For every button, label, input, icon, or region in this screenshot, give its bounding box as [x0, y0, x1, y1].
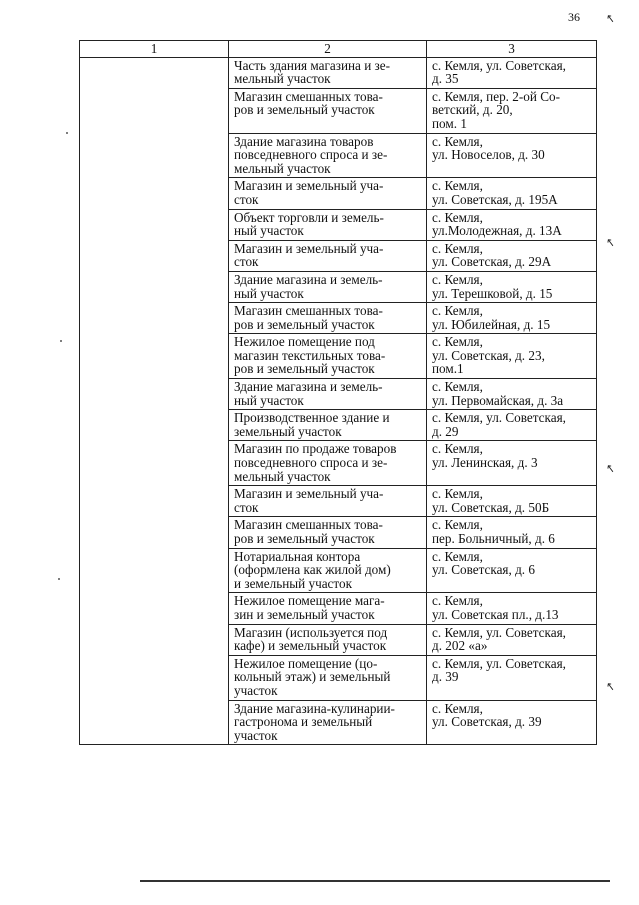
address-cell: с. Кемля, ул. Советская пл., д.13 — [427, 593, 597, 624]
table-row — [80, 271, 597, 302]
address-cell: с. Кемля, ул. Новоселов, д. 30 — [427, 133, 597, 178]
table-header-row — [80, 41, 597, 58]
object-name-cell: Магазин и земельный уча- сток — [229, 486, 427, 517]
row-number-cell — [80, 593, 229, 624]
address-cell: с. Кемля, ул. Советская, д. 35 — [427, 57, 597, 88]
scan-speck — [66, 132, 68, 134]
table-row — [80, 379, 597, 410]
property-table — [79, 40, 597, 745]
table-row — [80, 240, 597, 271]
column-header: 2 — [229, 41, 427, 58]
address-cell: с. Кемля, пер. Больничный, д. 6 — [427, 517, 597, 548]
row-number-cell — [80, 271, 229, 302]
table-row — [80, 178, 597, 209]
table-row — [80, 655, 597, 700]
table-row — [80, 88, 597, 133]
row-number-cell — [80, 240, 229, 271]
scan-edge-line — [140, 880, 610, 882]
address-cell: с. Кемля, ул. Советская, д. 23, пом.1 — [427, 334, 597, 379]
address-cell: с. Кемля, ул. Ленинская, д. 3 — [427, 441, 597, 486]
row-number-cell — [80, 334, 229, 379]
margin-mark: ↖ — [605, 11, 617, 26]
object-name-cell: Магазин смешанных това- ров и земельный участок — [229, 517, 427, 548]
object-name-cell: Магазин и земельный уча- сток — [229, 240, 427, 271]
object-name-cell: Часть здания магазина и зе- мельный участок — [229, 57, 427, 88]
object-name-cell: Объект торговли и земель- ный участок — [229, 209, 427, 240]
row-number-cell — [80, 209, 229, 240]
table-row — [80, 593, 597, 624]
margin-mark: ↖ — [605, 235, 617, 250]
table-row — [80, 517, 597, 548]
address-cell: с. Кемля, ул. Первомайская, д. 3а — [427, 379, 597, 410]
scan-speck — [60, 340, 62, 342]
object-name-cell: Нежилое помещение под магазин текстильных това- ров и земельный участок — [229, 334, 427, 379]
object-name-cell: Здание магазина и земель- ный участок — [229, 271, 427, 302]
margin-mark: ↖ — [605, 461, 617, 476]
row-number-cell — [80, 133, 229, 178]
address-cell: с. Кемля, ул. Советская, д. 50Б — [427, 486, 597, 517]
table-row — [80, 334, 597, 379]
column-header: 1 — [80, 41, 229, 58]
scan-speck — [58, 578, 60, 580]
row-number-cell — [80, 88, 229, 133]
object-name-cell: Магазин и земельный уча- сток — [229, 178, 427, 209]
address-cell: с. Кемля, ул. Советская, д. 39 — [427, 655, 597, 700]
address-cell: с. Кемля, ул. Советская, д. 29 — [427, 410, 597, 441]
address-cell: с. Кемля, пер. 2-ой Со- ветский, д. 20, пом. 1 — [427, 88, 597, 133]
row-number-cell — [80, 624, 229, 655]
row-number-cell — [80, 700, 229, 745]
table-row — [80, 133, 597, 178]
table-row — [80, 57, 597, 88]
row-number-cell — [80, 441, 229, 486]
row-number-cell — [80, 178, 229, 209]
table-row — [80, 486, 597, 517]
column-header: 3 — [427, 41, 597, 58]
table-body — [80, 57, 597, 745]
row-number-cell — [80, 517, 229, 548]
row-number-cell — [80, 410, 229, 441]
address-cell: с. Кемля, ул. Советская, д. 29А — [427, 240, 597, 271]
object-name-cell: Нежилое помещение (цо- кольный этаж) и земельный участок — [229, 655, 427, 700]
row-number-cell — [80, 548, 229, 593]
row-number-cell — [80, 57, 229, 88]
address-cell: с. Кемля, ул. Юбилейная, д. 15 — [427, 303, 597, 334]
row-number-cell — [80, 655, 229, 700]
table-row — [80, 303, 597, 334]
address-cell: с. Кемля, ул. Советская, д. 195А — [427, 178, 597, 209]
table-row — [80, 441, 597, 486]
address-cell: с. Кемля, ул. Советская, д. 6 — [427, 548, 597, 593]
object-name-cell: Магазин смешанных това- ров и земельный участок — [229, 88, 427, 133]
address-cell: с. Кемля, ул.Молодежная, д. 13А — [427, 209, 597, 240]
margin-mark: ↖ — [605, 679, 617, 694]
row-number-cell — [80, 303, 229, 334]
object-name-cell: Магазин (используется под кафе) и земельный участок — [229, 624, 427, 655]
object-name-cell: Магазин по продаже товаров повседневного спроса и зе- мельный участок — [229, 441, 427, 486]
table-row — [80, 410, 597, 441]
object-name-cell: Магазин смешанных това- ров и земельный участок — [229, 303, 427, 334]
object-name-cell: Здание магазина товаров повседневного спроса и зе- мельный участок — [229, 133, 427, 178]
object-name-cell: Здание магазина-кулинарии- гастронома и земельный участок — [229, 700, 427, 745]
row-number-cell — [80, 486, 229, 517]
address-cell: с. Кемля, ул. Советская, д. 39 — [427, 700, 597, 745]
row-number-cell — [80, 379, 229, 410]
table-row — [80, 548, 597, 593]
address-cell: с. Кемля, ул. Терешковой, д. 15 — [427, 271, 597, 302]
object-name-cell: Нотариальная контора (оформлена как жилой дом) и земельный участок — [229, 548, 427, 593]
object-name-cell: Нежилое помещение мага- зин и земельный участок — [229, 593, 427, 624]
page-number: 36 — [568, 10, 580, 24]
table-row — [80, 209, 597, 240]
object-name-cell: Здание магазина и земель- ный участок — [229, 379, 427, 410]
table-row — [80, 624, 597, 655]
object-name-cell: Производственное здание и земельный участок — [229, 410, 427, 441]
table-row — [80, 700, 597, 745]
address-cell: с. Кемля, ул. Советская, д. 202 «а» — [427, 624, 597, 655]
